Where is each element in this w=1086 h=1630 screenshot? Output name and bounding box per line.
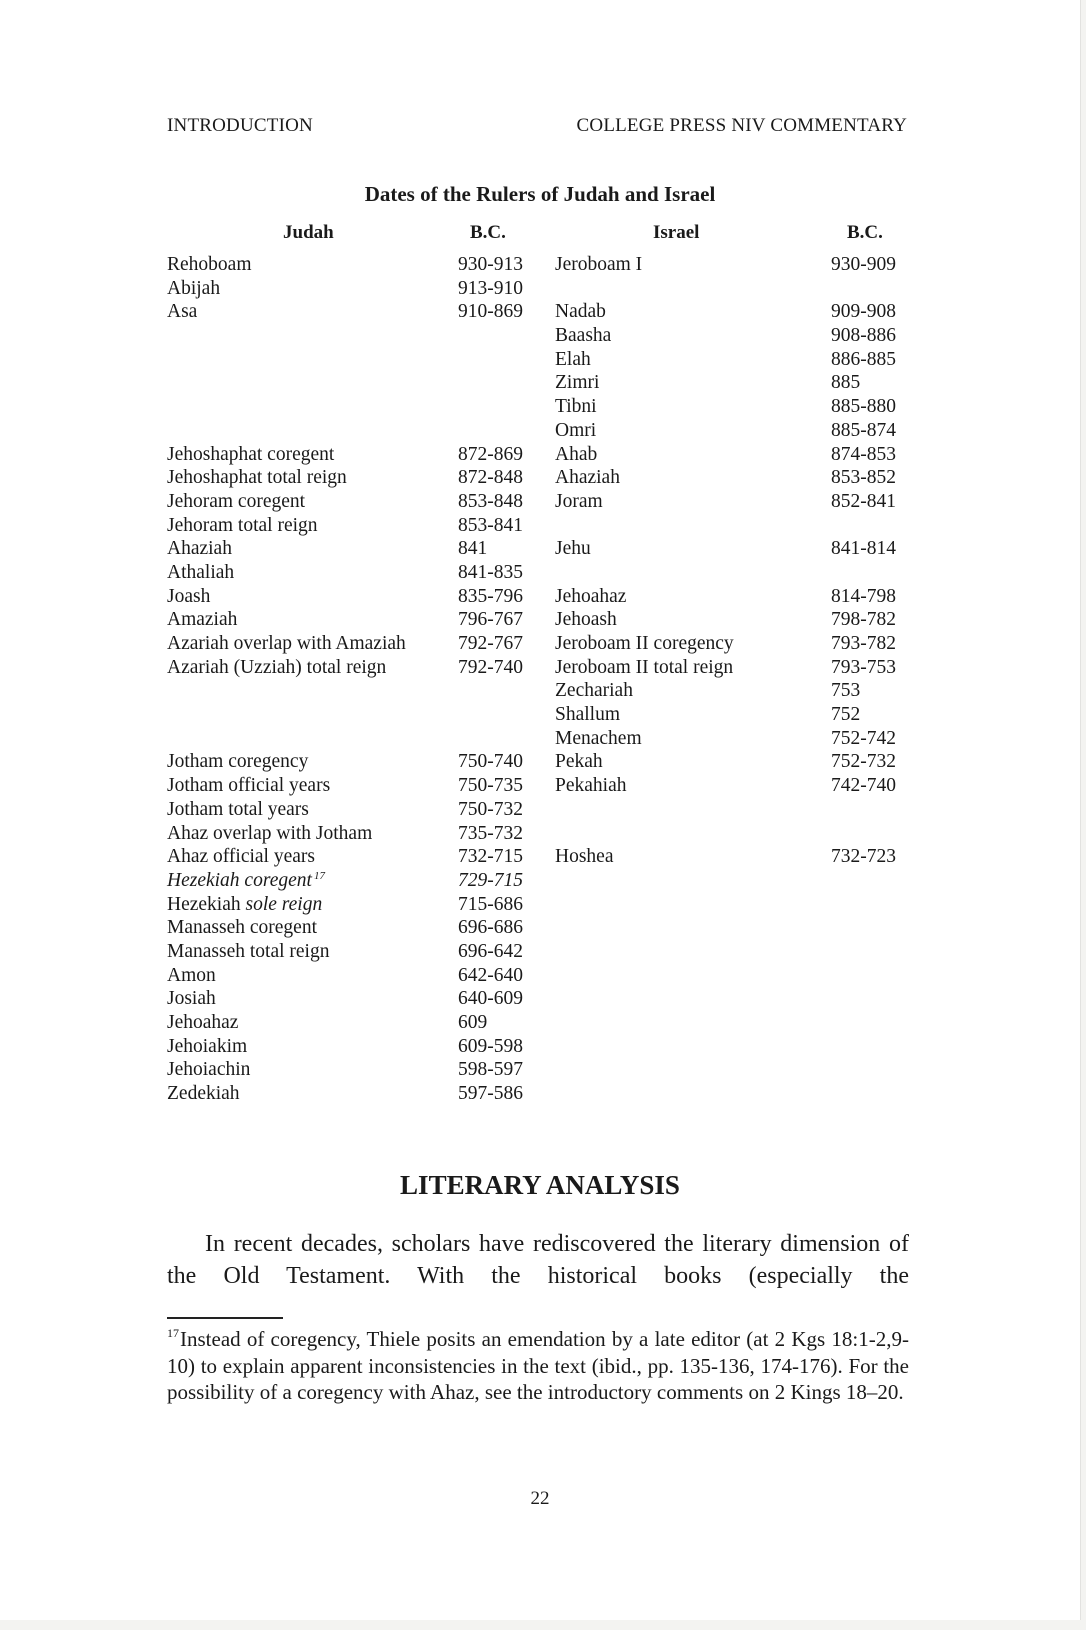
judah-ruler-name: Rehoboam (167, 254, 252, 275)
judah-ruler (167, 608, 237, 632)
israel-dates: 793-782 (831, 633, 896, 654)
judah-ruler-name: Jehoiachin (167, 1059, 251, 1081)
judah-ruler-name: Jotham total years (167, 798, 309, 820)
table-row (0, 300, 1080, 324)
israel-ruler: Zechariah (555, 680, 633, 702)
judah-ruler-name: Athaliah (167, 561, 235, 583)
judah-ruler (167, 845, 315, 869)
column-header-judah: Judah (283, 222, 334, 243)
judah-ruler-name: Azariah overlap with Amaziah (167, 633, 406, 654)
judah-ruler (167, 1058, 250, 1082)
israel-ruler: Joram (555, 490, 603, 512)
israel-ruler: Elah (555, 348, 591, 370)
judah-ruler-name: Ahaziah (167, 538, 232, 560)
israel-ruler: Baasha (555, 325, 612, 347)
israel-dates: 753 (831, 680, 861, 702)
israel-dates: 885 (831, 372, 861, 394)
judah-ruler-name: Jotham official years (167, 775, 331, 797)
table-row (0, 774, 1080, 798)
judah-ruler (167, 893, 322, 917)
israel-ruler: Menachem (555, 727, 642, 749)
judah-ruler-name: Jehoahaz (167, 1012, 239, 1033)
judah-ruler (167, 253, 251, 277)
israel-ruler: Jehoash (555, 609, 617, 631)
table-row (0, 845, 1080, 869)
judah-ruler (167, 1082, 240, 1106)
table-row (0, 1082, 1080, 1106)
judah-ruler (167, 987, 216, 1011)
table-row (0, 443, 1080, 467)
judah-dates: 609 (458, 1012, 488, 1033)
running-head-left: INTRODUCTION (167, 115, 313, 136)
judah-ruler-name: Amon (167, 964, 216, 986)
table-row (0, 703, 1080, 727)
israel-ruler: Jeroboam II coregency (555, 633, 734, 654)
judah-ruler-name: Abijah (167, 277, 221, 299)
table-row (0, 1035, 1080, 1059)
table-row (0, 656, 1080, 680)
judah-ruler (167, 964, 216, 988)
judah-ruler (167, 632, 406, 656)
judah-ruler (167, 466, 347, 490)
judah-ruler-name: Ahaz official years (167, 846, 315, 868)
table-row (0, 893, 1080, 917)
israel-dates: 732-723 (831, 846, 896, 868)
judah-dates: 872-848 (458, 467, 523, 489)
israel-ruler: Pekahiah (555, 775, 627, 797)
table-row (0, 561, 1080, 585)
judah-ruler (167, 940, 329, 964)
rulers-table (0, 253, 1080, 1106)
judah-ruler-name: Joash (167, 585, 211, 607)
judah-dates: 609-598 (458, 1035, 523, 1057)
judah-dates: 835-796 (458, 585, 523, 607)
judah-dates: 715-686 (458, 893, 523, 915)
table-row (0, 1011, 1080, 1035)
judah-ruler-name: Ahaz overlap with Jotham (167, 822, 373, 844)
israel-ruler: Omri (555, 419, 597, 441)
israel-dates: 930-909 (831, 254, 896, 275)
israel-dates: 909-908 (831, 301, 896, 323)
table-row (0, 348, 1080, 372)
judah-ruler (167, 656, 386, 680)
table-row (0, 964, 1080, 988)
footnote-rule (167, 1317, 283, 1319)
judah-dates: 792-767 (458, 633, 523, 654)
section-heading: LITERARY ANALYSIS (400, 1170, 680, 1200)
judah-ruler (167, 514, 318, 538)
israel-dates: 886-885 (831, 348, 896, 370)
table-row (0, 324, 1080, 348)
judah-ruler (167, 916, 317, 940)
judah-ruler (167, 798, 309, 822)
judah-ruler (167, 1035, 247, 1059)
judah-ruler-name: Jehoiakim (167, 1035, 248, 1057)
table-row (0, 940, 1080, 964)
table-row (0, 537, 1080, 561)
table-row (0, 679, 1080, 703)
judah-ruler-name: Hezekiah (167, 893, 241, 915)
table-row (0, 869, 1080, 893)
israel-dates: 874-853 (831, 443, 896, 465)
table-row (0, 916, 1080, 940)
table-row (0, 514, 1080, 538)
judah-ruler-name: Jehoshaphat coregent (167, 443, 335, 465)
table-row (0, 371, 1080, 395)
footnote-ref: 17 (313, 869, 325, 882)
page-number: 22 (530, 1488, 550, 1509)
judah-ruler (167, 1011, 238, 1035)
israel-dates: 885-874 (831, 419, 896, 441)
judah-dates: 841-835 (458, 561, 523, 583)
table-row (0, 395, 1080, 419)
judah-dates: 732-715 (458, 846, 523, 868)
israel-dates: 742-740 (831, 775, 896, 797)
table-row (0, 798, 1080, 822)
israel-ruler: Jeroboam II total reign (555, 656, 734, 678)
table-row (0, 585, 1080, 609)
israel-ruler: Jehu (555, 538, 591, 560)
judah-ruler-name: Jehoshaphat total reign (167, 467, 347, 489)
judah-ruler-name: Jotham coregency (167, 751, 309, 773)
table-row (0, 632, 1080, 656)
israel-dates: 793-753 (831, 656, 896, 678)
judah-dates: 729-715 (458, 869, 523, 891)
judah-dates: 750-740 (458, 751, 523, 773)
table-row (0, 750, 1080, 774)
judah-ruler (167, 585, 210, 609)
judah-dates: 841 (458, 538, 488, 560)
judah-ruler (167, 750, 308, 774)
table-row (0, 608, 1080, 632)
judah-dates: 853-841 (458, 514, 523, 536)
table-row (0, 727, 1080, 751)
table-row (0, 277, 1080, 301)
judah-ruler-name: Asa (167, 301, 198, 323)
table-title: Dates of the Rulers of Judah and Israel (364, 182, 716, 206)
judah-ruler-name: Azariah (Uzziah) total reign (167, 656, 387, 678)
judah-ruler (167, 443, 334, 467)
israel-ruler: Ahaziah (555, 467, 620, 489)
body-paragraph: In recent decades, scholars have rediscovered the literary dimension of the Old Testament. With the historical books (especially the (167, 1231, 909, 1289)
table-row (0, 490, 1080, 514)
judah-ruler (167, 822, 372, 846)
table-row (0, 822, 1080, 846)
judah-dates: 910-869 (458, 301, 523, 323)
judah-ruler (167, 300, 197, 324)
footnote (167, 1326, 909, 1406)
judah-ruler (167, 561, 234, 585)
israel-dates: 852-841 (831, 490, 896, 512)
judah-ruler-name: Hezekiah coregent (167, 869, 312, 891)
column-header-judah-bc: B.C. (470, 222, 506, 243)
judah-dates: 913-910 (458, 277, 523, 299)
judah-ruler-name: Jehoram coregent (167, 490, 306, 512)
judah-dates: 853-848 (458, 490, 523, 512)
judah-ruler-name: Manasseh total reign (167, 940, 330, 962)
judah-dates: 696-642 (458, 940, 523, 962)
table-row (0, 1058, 1080, 1082)
judah-dates: 750-735 (458, 775, 523, 797)
judah-ruler-name: Zedekiah (167, 1083, 240, 1105)
israel-dates: 853-852 (831, 467, 896, 489)
israel-dates: 885-880 (831, 396, 896, 418)
table-row (0, 987, 1080, 1011)
footnote-number: 17 (167, 1326, 179, 1340)
judah-ruler-note: sole reign (245, 893, 323, 915)
israel-dates: 752 (831, 704, 861, 726)
judah-dates: 640-609 (458, 988, 523, 1010)
judah-dates: 735-732 (458, 822, 523, 844)
israel-ruler: Jehoahaz (555, 585, 627, 607)
israel-ruler: Shallum (555, 704, 621, 726)
israel-dates: 752-732 (831, 751, 896, 773)
judah-ruler-name: Amaziah (167, 609, 238, 631)
judah-ruler (167, 277, 220, 301)
israel-dates: 752-742 (831, 727, 896, 749)
column-header-israel: Israel (653, 222, 700, 243)
table-row (0, 466, 1080, 490)
judah-dates: 750-732 (458, 798, 523, 820)
running-head-right: COLLEGE PRESS NIV COMMENTARY (576, 115, 907, 136)
israel-ruler: Zimri (555, 372, 600, 394)
judah-dates: 796-767 (458, 609, 523, 631)
judah-dates: 930-913 (458, 254, 523, 275)
judah-ruler-name: Jehoram total reign (167, 514, 318, 536)
israel-dates: 798-782 (831, 609, 896, 631)
israel-ruler: Pekah (555, 751, 603, 773)
judah-dates: 696-686 (458, 917, 523, 939)
israel-ruler: Nadab (555, 301, 606, 323)
israel-ruler: Ahab (555, 443, 598, 465)
judah-dates: 598-597 (458, 1059, 523, 1081)
israel-ruler: Hoshea (555, 846, 614, 868)
israel-ruler: Tibni (555, 396, 597, 418)
israel-dates: 841-814 (831, 538, 896, 560)
table-row (0, 419, 1080, 443)
israel-ruler: Jeroboam I (555, 254, 643, 275)
table-row (0, 253, 1080, 277)
judah-ruler-name: Josiah (167, 988, 216, 1010)
judah-ruler (167, 869, 325, 893)
judah-dates: 792-740 (458, 656, 523, 678)
column-header-israel-bc: B.C. (847, 222, 883, 243)
judah-dates: 642-640 (458, 964, 523, 986)
footnote-text: Instead of coregency, Thiele posits an emendation by a late editor (at 2 Kgs 18:1-2,9-10) to explain apparent inconsistencies in the text (ibid., pp. 135-136, 174-176). For the possibility of a coregency with Ahaz, see the introductory comments on 2 Kings 18–20. (167, 1327, 909, 1404)
israel-dates: 908-886 (831, 325, 896, 347)
judah-dates: 872-869 (458, 443, 523, 465)
judah-ruler (167, 537, 232, 561)
judah-ruler (167, 490, 305, 514)
judah-ruler-name: Manasseh coregent (167, 917, 317, 939)
israel-dates: 814-798 (831, 585, 896, 607)
judah-dates: 597-586 (458, 1083, 523, 1105)
judah-ruler (167, 774, 330, 798)
